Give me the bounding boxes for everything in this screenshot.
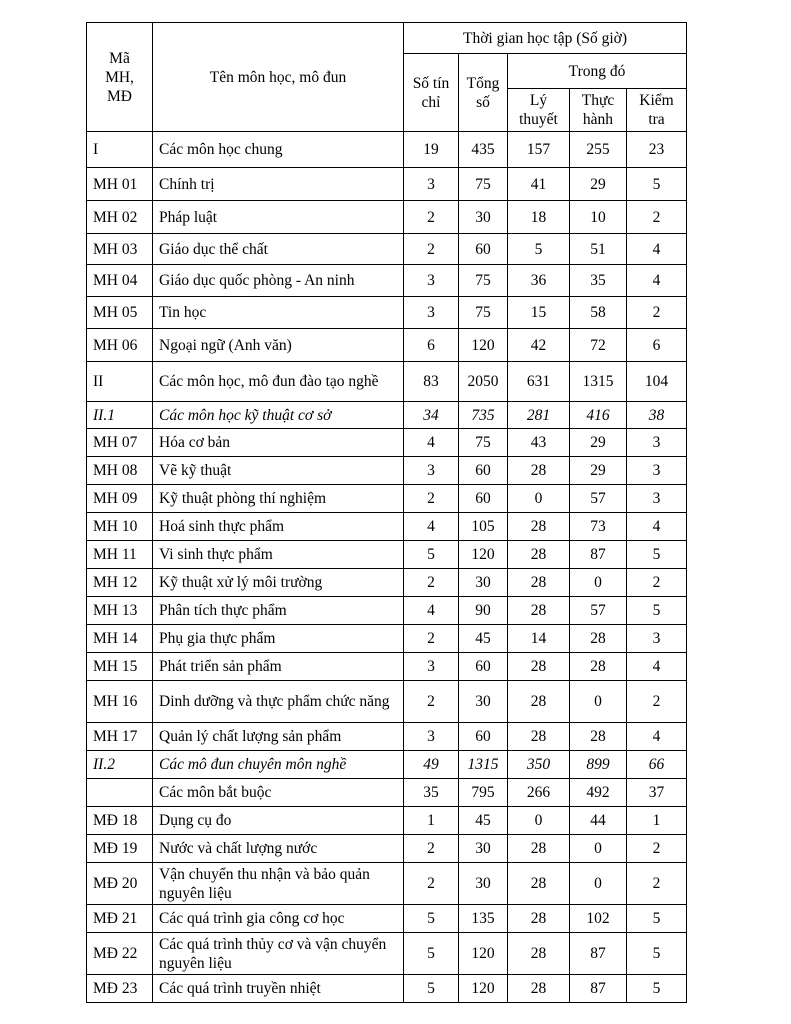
row-practice: 57 [570, 597, 627, 625]
table-row [87, 653, 687, 681]
row-exam: 3 [627, 625, 687, 653]
table-row [87, 905, 687, 933]
row-name: Phân tích thực phẩm [153, 597, 404, 625]
row-practice: 10 [570, 201, 627, 234]
row-code: MH 17 [87, 723, 153, 751]
row-exam: 5 [627, 168, 687, 201]
row-credits: 2 [404, 681, 459, 723]
row-code: II.2 [87, 751, 153, 779]
row-code [87, 779, 153, 807]
row-name: Giáo dục thể chất [153, 234, 404, 265]
row-total: 60 [459, 485, 508, 513]
row-total: 90 [459, 597, 508, 625]
row-name: Phụ gia thực phẩm [153, 625, 404, 653]
row-name: Vi sinh thực phẩm [153, 541, 404, 569]
row-credits: 2 [404, 234, 459, 265]
row-exam: 23 [627, 132, 687, 168]
table-body [87, 132, 687, 1003]
row-exam: 5 [627, 541, 687, 569]
row-name: Nước và chất lượng nước [153, 835, 404, 863]
row-credits: 5 [404, 905, 459, 933]
row-credits: 3 [404, 168, 459, 201]
row-total: 75 [459, 265, 508, 297]
table-row [87, 132, 687, 168]
row-practice: 87 [570, 541, 627, 569]
row-code: MH 16 [87, 681, 153, 723]
row-total: 60 [459, 457, 508, 485]
header-credits: Số tín chỉ [404, 54, 459, 132]
row-credits: 5 [404, 933, 459, 975]
row-theory: 28 [508, 569, 570, 597]
row-practice: 0 [570, 569, 627, 597]
row-exam: 4 [627, 723, 687, 751]
row-credits: 83 [404, 362, 459, 402]
row-name: Tin học [153, 297, 404, 329]
row-practice: 416 [570, 402, 627, 429]
table-row [87, 541, 687, 569]
row-theory: 28 [508, 457, 570, 485]
row-theory: 350 [508, 751, 570, 779]
row-total: 30 [459, 863, 508, 905]
row-name: Quản lý chất lượng sản phẩm [153, 723, 404, 751]
row-total: 30 [459, 681, 508, 723]
header-time-group: Thời gian học tập (Số giờ) [404, 23, 687, 54]
row-name: Các môn học chung [153, 132, 404, 168]
row-name: Ngoại ngữ (Anh văn) [153, 329, 404, 362]
row-theory: 28 [508, 597, 570, 625]
row-exam: 3 [627, 429, 687, 457]
row-practice: 29 [570, 457, 627, 485]
row-code: MH 01 [87, 168, 153, 201]
row-exam: 5 [627, 597, 687, 625]
row-exam: 2 [627, 863, 687, 905]
row-theory: 43 [508, 429, 570, 457]
table-row [87, 513, 687, 541]
row-exam: 38 [627, 402, 687, 429]
table-row [87, 723, 687, 751]
row-practice: 44 [570, 807, 627, 835]
row-total: 795 [459, 779, 508, 807]
table-row [87, 597, 687, 625]
row-total: 45 [459, 807, 508, 835]
row-name: Giáo dục quốc phòng - An ninh [153, 265, 404, 297]
row-theory: 266 [508, 779, 570, 807]
row-total: 120 [459, 933, 508, 975]
row-theory: 0 [508, 807, 570, 835]
table-row [87, 485, 687, 513]
row-exam: 3 [627, 485, 687, 513]
row-code: MH 08 [87, 457, 153, 485]
row-exam: 4 [627, 653, 687, 681]
row-name: Các môn học, mô đun đào tạo nghề [153, 362, 404, 402]
row-theory: 28 [508, 835, 570, 863]
row-total: 30 [459, 201, 508, 234]
row-credits: 35 [404, 779, 459, 807]
row-code: MH 11 [87, 541, 153, 569]
row-code: MH 04 [87, 265, 153, 297]
table-row [87, 975, 687, 1003]
curriculum-table [86, 22, 687, 1003]
row-name: Dinh dưỡng và thực phẩm chức năng [153, 681, 404, 723]
row-practice: 87 [570, 975, 627, 1003]
table-row [87, 625, 687, 653]
row-practice: 28 [570, 723, 627, 751]
table-row [87, 569, 687, 597]
row-code: MH 10 [87, 513, 153, 541]
row-theory: 0 [508, 485, 570, 513]
row-name: Các quá trình truyền nhiệt [153, 975, 404, 1003]
row-code: MH 09 [87, 485, 153, 513]
row-exam: 4 [627, 513, 687, 541]
table-row [87, 329, 687, 362]
row-exam: 3 [627, 457, 687, 485]
row-theory: 42 [508, 329, 570, 362]
row-theory: 14 [508, 625, 570, 653]
row-theory: 281 [508, 402, 570, 429]
row-practice: 73 [570, 513, 627, 541]
table-row [87, 201, 687, 234]
row-credits: 2 [404, 835, 459, 863]
row-practice: 1315 [570, 362, 627, 402]
row-total: 435 [459, 132, 508, 168]
row-exam: 2 [627, 297, 687, 329]
row-credits: 4 [404, 597, 459, 625]
row-credits: 2 [404, 863, 459, 905]
row-credits: 2 [404, 485, 459, 513]
row-total: 120 [459, 541, 508, 569]
row-exam: 2 [627, 201, 687, 234]
row-practice: 29 [570, 168, 627, 201]
row-exam: 2 [627, 835, 687, 863]
table-row [87, 779, 687, 807]
row-credits: 2 [404, 201, 459, 234]
row-total: 735 [459, 402, 508, 429]
row-practice: 492 [570, 779, 627, 807]
row-total: 30 [459, 569, 508, 597]
header-name: Tên môn học, mô đun [153, 23, 404, 132]
row-theory: 41 [508, 168, 570, 201]
row-total: 105 [459, 513, 508, 541]
row-code: MĐ 23 [87, 975, 153, 1003]
row-code: MH 13 [87, 597, 153, 625]
table-row [87, 457, 687, 485]
row-credits: 1 [404, 807, 459, 835]
row-name: Hoá sinh thực phẩm [153, 513, 404, 541]
row-total: 75 [459, 168, 508, 201]
table-row [87, 933, 687, 975]
row-exam: 6 [627, 329, 687, 362]
row-exam: 5 [627, 975, 687, 1003]
row-total: 135 [459, 905, 508, 933]
row-code: MH 07 [87, 429, 153, 457]
row-exam: 5 [627, 905, 687, 933]
row-practice: 87 [570, 933, 627, 975]
row-code: MH 14 [87, 625, 153, 653]
row-exam: 66 [627, 751, 687, 779]
row-code: MH 05 [87, 297, 153, 329]
row-theory: 157 [508, 132, 570, 168]
table-row [87, 835, 687, 863]
row-theory: 28 [508, 975, 570, 1003]
row-code: MĐ 22 [87, 933, 153, 975]
row-code: MH 03 [87, 234, 153, 265]
row-practice: 28 [570, 653, 627, 681]
table-row [87, 429, 687, 457]
row-practice: 72 [570, 329, 627, 362]
row-total: 120 [459, 975, 508, 1003]
row-total: 45 [459, 625, 508, 653]
row-name: Pháp luật [153, 201, 404, 234]
row-total: 30 [459, 835, 508, 863]
row-practice: 58 [570, 297, 627, 329]
table-row [87, 751, 687, 779]
table-row [87, 234, 687, 265]
row-exam: 1 [627, 807, 687, 835]
row-credits: 5 [404, 541, 459, 569]
row-credits: 3 [404, 457, 459, 485]
row-code: MH 15 [87, 653, 153, 681]
row-exam: 5 [627, 933, 687, 975]
row-total: 60 [459, 234, 508, 265]
row-exam: 2 [627, 681, 687, 723]
row-code: MĐ 19 [87, 835, 153, 863]
row-practice: 28 [570, 625, 627, 653]
row-theory: 28 [508, 513, 570, 541]
row-credits: 19 [404, 132, 459, 168]
table-row [87, 863, 687, 905]
row-credits: 3 [404, 723, 459, 751]
row-theory: 18 [508, 201, 570, 234]
row-code: MĐ 21 [87, 905, 153, 933]
row-code: MH 12 [87, 569, 153, 597]
row-theory: 631 [508, 362, 570, 402]
row-exam: 4 [627, 265, 687, 297]
row-name: Kỹ thuật xử lý môi trường [153, 569, 404, 597]
table-row [87, 168, 687, 201]
row-credits: 2 [404, 625, 459, 653]
row-theory: 28 [508, 653, 570, 681]
table-row [87, 807, 687, 835]
header-code: Mã MH, MĐ [87, 23, 153, 132]
row-practice: 29 [570, 429, 627, 457]
header-practice: Thực hành [570, 89, 627, 132]
table-header [87, 23, 687, 132]
row-theory: 15 [508, 297, 570, 329]
row-practice: 35 [570, 265, 627, 297]
row-name: Vận chuyển thu nhận và bảo quản nguyên liệu [153, 863, 404, 905]
row-exam: 4 [627, 234, 687, 265]
row-code: MH 02 [87, 201, 153, 234]
header-theory: Lý thuyết [508, 89, 570, 132]
row-credits: 6 [404, 329, 459, 362]
row-code: II [87, 362, 153, 402]
row-credits: 3 [404, 265, 459, 297]
row-name: Các mô đun chuyên môn nghề [153, 751, 404, 779]
row-exam: 2 [627, 569, 687, 597]
row-code: MH 06 [87, 329, 153, 362]
row-practice: 899 [570, 751, 627, 779]
row-practice: 102 [570, 905, 627, 933]
row-practice: 0 [570, 863, 627, 905]
row-name: Dụng cụ đo [153, 807, 404, 835]
row-theory: 28 [508, 681, 570, 723]
row-total: 60 [459, 723, 508, 751]
row-total: 75 [459, 297, 508, 329]
row-practice: 51 [570, 234, 627, 265]
row-credits: 4 [404, 513, 459, 541]
row-credits: 34 [404, 402, 459, 429]
row-credits: 4 [404, 429, 459, 457]
row-total: 1315 [459, 751, 508, 779]
row-name: Kỹ thuật phòng thí nghiệm [153, 485, 404, 513]
row-name: Hóa cơ bản [153, 429, 404, 457]
row-theory: 28 [508, 863, 570, 905]
row-theory: 5 [508, 234, 570, 265]
header-exam: Kiểm tra [627, 89, 687, 132]
row-code: MĐ 20 [87, 863, 153, 905]
row-name: Phát triển sản phẩm [153, 653, 404, 681]
row-credits: 3 [404, 653, 459, 681]
row-exam: 37 [627, 779, 687, 807]
row-credits: 49 [404, 751, 459, 779]
row-theory: 28 [508, 723, 570, 751]
row-practice: 0 [570, 835, 627, 863]
row-credits: 5 [404, 975, 459, 1003]
row-total: 120 [459, 329, 508, 362]
row-name: Các quá trình thủy cơ và vận chuyển nguyên liệu [153, 933, 404, 975]
row-name: Chính trị [153, 168, 404, 201]
row-code: MĐ 18 [87, 807, 153, 835]
row-theory: 28 [508, 933, 570, 975]
row-theory: 28 [508, 905, 570, 933]
row-total: 2050 [459, 362, 508, 402]
row-credits: 2 [404, 569, 459, 597]
row-practice: 0 [570, 681, 627, 723]
table-row [87, 297, 687, 329]
row-total: 75 [459, 429, 508, 457]
row-name: Các quá trình gia công cơ học [153, 905, 404, 933]
header-breakdown: Trong đó [508, 54, 687, 89]
row-theory: 28 [508, 541, 570, 569]
row-name: Các môn học kỹ thuật cơ sở [153, 402, 404, 429]
table-row [87, 681, 687, 723]
table-row [87, 362, 687, 402]
row-name: Vẽ kỹ thuật [153, 457, 404, 485]
table-row [87, 402, 687, 429]
row-name: Các môn bắt buộc [153, 779, 404, 807]
row-practice: 57 [570, 485, 627, 513]
row-code: II.1 [87, 402, 153, 429]
row-code: I [87, 132, 153, 168]
row-exam: 104 [627, 362, 687, 402]
header-total: Tổng số [459, 54, 508, 132]
table-row [87, 265, 687, 297]
row-credits: 3 [404, 297, 459, 329]
row-practice: 255 [570, 132, 627, 168]
row-theory: 36 [508, 265, 570, 297]
row-total: 60 [459, 653, 508, 681]
